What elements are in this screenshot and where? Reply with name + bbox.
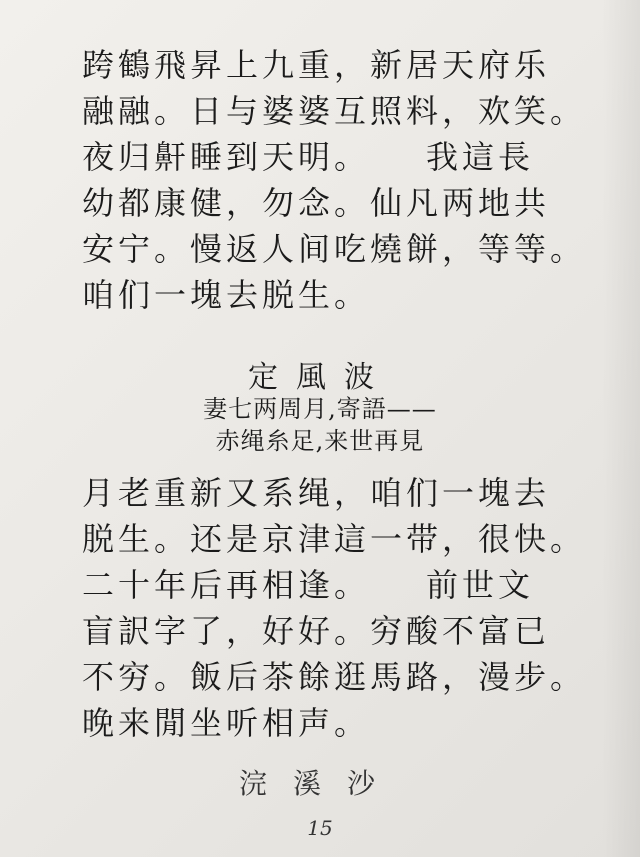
poem-2-line: 二十年后再相逢。 前世文	[82, 566, 535, 604]
poem-2-subtitle-line-2: 赤绳糸足,来世再見	[215, 427, 425, 455]
poem-2-line: 不穷。飯后茶餘逛馬路，漫步。	[82, 658, 587, 696]
poem-2-title: 定風波	[248, 360, 392, 395]
poem-1-line: 咱们一塊去脱生。	[82, 276, 371, 314]
poem-1-line: 跨鶴飛昇上九重，新居天府乐	[82, 46, 551, 84]
poem-1-text	[82, 42, 602, 318]
poem-2-text	[82, 470, 602, 746]
poem-2-line: 盲訳字了，好好。穷酸不富已	[82, 612, 551, 650]
poem-1-line: 安宁。慢返人间吃燒餅，等等。	[82, 230, 587, 268]
page-number: 15	[307, 816, 333, 840]
poem-1-line: 融融。日与婆婆互照料，欢笑。	[82, 92, 587, 130]
next-poem-title: 浣溪沙	[238, 767, 401, 800]
poem-2-line: 晚来閒坐听相声。	[82, 704, 371, 742]
poem-2-line: 月老重新又系绳，咱们一塊去	[82, 474, 551, 512]
poem-2-line: 脱生。还是京津這一带，很快。	[82, 520, 587, 558]
poem-1-line: 夜归鼾睡到天明。 我這長	[82, 138, 535, 176]
poem-1-line: 幼都康健，勿念。仙凡两地共	[82, 184, 551, 222]
poem-2-subtitle-line-1: 妻七两周月,寄語——	[203, 395, 437, 423]
